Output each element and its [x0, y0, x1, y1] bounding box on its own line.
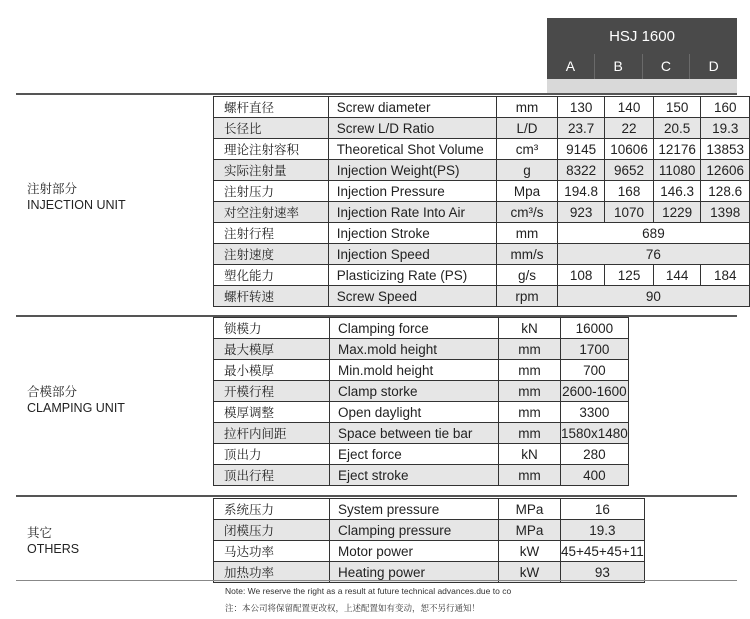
section-divider-others: [16, 495, 737, 497]
spec-row: [214, 286, 750, 307]
param-name-cn: 注射压力: [214, 181, 329, 202]
param-name-en: Clamping pressure: [330, 520, 499, 541]
spec-row: [214, 339, 629, 360]
spec-row: [214, 360, 629, 381]
param-value: 20.5: [653, 118, 701, 139]
param-name-cn: 对空注射速率: [214, 202, 329, 223]
section-label-cn: 合模部分: [27, 385, 78, 399]
param-value: 144: [653, 265, 701, 286]
param-unit: MPa: [499, 499, 561, 520]
param-unit: mm: [497, 223, 558, 244]
param-name-en: Motor power: [330, 541, 499, 562]
param-value: 12176: [653, 139, 701, 160]
others-spec-table: [213, 498, 645, 583]
section-label-clamping: [27, 384, 125, 416]
param-value-all: 76: [557, 244, 749, 265]
param-value: 22: [605, 118, 654, 139]
injection-spec-table: [213, 96, 750, 307]
param-unit: rpm: [497, 286, 558, 307]
param-value-all: 1700: [561, 339, 629, 360]
spec-row: [214, 244, 750, 265]
section-label-en: INJECTION UNIT: [27, 198, 126, 212]
param-name-en: Eject stroke: [330, 465, 499, 486]
spec-row: [214, 520, 645, 541]
param-value: 140: [605, 97, 654, 118]
param-unit: MPa: [499, 520, 561, 541]
section-label-injection: [27, 181, 126, 213]
header-spacer: [547, 79, 737, 93]
note-en: Note: We reserve the right as a result at future technical advances.due to co: [225, 586, 512, 596]
param-value-all: 280: [561, 444, 629, 465]
spec-row: [214, 118, 750, 139]
param-unit: mm/s: [497, 244, 558, 265]
param-name-en: Theoretical Shot Volume: [328, 139, 496, 160]
param-name-en: System pressure: [330, 499, 499, 520]
param-name-en: Min.mold height: [330, 360, 499, 381]
param-name-en: Injection Weight(PS): [328, 160, 496, 181]
param-name-cn: 塑化能力: [214, 265, 329, 286]
param-value-all: 19.3: [561, 520, 645, 541]
param-value: 1070: [605, 202, 654, 223]
model-header: HSJ 1600: [547, 18, 737, 54]
param-unit: cm³: [497, 139, 558, 160]
param-name-cn: 顶出行程: [214, 465, 330, 486]
param-name-cn: 最小模厚: [214, 360, 330, 381]
param-name-cn: 注射行程: [214, 223, 329, 244]
param-name-cn: 最大模厚: [214, 339, 330, 360]
param-name-en: Open daylight: [330, 402, 499, 423]
spec-row: [214, 265, 750, 286]
param-value: 923: [557, 202, 604, 223]
param-value-all: 16: [561, 499, 645, 520]
param-name-cn: 实际注射量: [214, 160, 329, 181]
param-value-all: 3300: [561, 402, 629, 423]
spec-row: [214, 139, 750, 160]
param-unit: mm: [497, 97, 558, 118]
param-name-en: Screw L/D Ratio: [328, 118, 496, 139]
param-value: 9652: [605, 160, 654, 181]
param-unit: mm: [499, 360, 561, 381]
param-value: 8322: [557, 160, 604, 181]
variant-c: C: [642, 54, 690, 79]
param-name-cn: 螺杆直径: [214, 97, 329, 118]
spec-row: [214, 541, 645, 562]
spec-row: [214, 465, 629, 486]
param-unit: mm: [499, 402, 561, 423]
param-value-all: 1580x1480: [561, 423, 629, 444]
param-name-en: Screw diameter: [328, 97, 496, 118]
spec-row: [214, 423, 629, 444]
variant-header-row: [547, 54, 737, 79]
param-name-en: Eject force: [330, 444, 499, 465]
param-value: 23.7: [557, 118, 604, 139]
param-value: 184: [701, 265, 750, 286]
param-unit: kN: [499, 444, 561, 465]
spec-row: [214, 97, 750, 118]
param-name-cn: 顶出力: [214, 444, 330, 465]
variant-b: B: [594, 54, 642, 79]
param-name-cn: 注射速度: [214, 244, 329, 265]
param-name-cn: 锁模力: [214, 318, 330, 339]
param-name-cn: 马达功率: [214, 541, 330, 562]
param-name-cn: 闭模压力: [214, 520, 330, 541]
param-name-cn: 理论注射容积: [214, 139, 329, 160]
spec-row: [214, 402, 629, 423]
param-name-cn: 螺杆转速: [214, 286, 329, 307]
note-cn: 注：本公司将保留配置更改权，上述配置如有变动，恕不另行通知！: [225, 603, 481, 613]
param-value-all: 16000: [561, 318, 629, 339]
section-label-cn: 注射部分: [27, 182, 78, 196]
clamping-spec-table: [213, 317, 629, 486]
param-unit: kN: [499, 318, 561, 339]
param-value-all: 700: [561, 360, 629, 381]
param-unit: cm³/s: [497, 202, 558, 223]
param-value: 125: [605, 265, 654, 286]
param-unit: L/D: [497, 118, 558, 139]
param-unit: g: [497, 160, 558, 181]
param-unit: mm: [499, 381, 561, 402]
spec-row: [214, 318, 629, 339]
param-value-all: 90: [557, 286, 749, 307]
param-name-cn: 系统压力: [214, 499, 330, 520]
param-unit: kW: [499, 562, 561, 583]
param-unit: kW: [499, 541, 561, 562]
spec-row: [214, 202, 750, 223]
param-value-all: 689: [557, 223, 749, 244]
param-unit: mm: [499, 339, 561, 360]
section-label-others: [27, 525, 79, 557]
param-value: 194.8: [557, 181, 604, 202]
spec-row: [214, 381, 629, 402]
param-value-all: 45+45+45+11: [561, 541, 645, 562]
variant-a: A: [565, 58, 576, 74]
param-value: 108: [557, 265, 604, 286]
param-value: 19.3: [701, 118, 750, 139]
param-unit: Mpa: [497, 181, 558, 202]
param-name-en: Space between tie bar: [330, 423, 499, 444]
param-value: 128.6: [701, 181, 750, 202]
spec-row: [214, 444, 629, 465]
variant-d: D: [689, 54, 737, 79]
param-name-en: Injection Pressure: [328, 181, 496, 202]
section-label-en: CLAMPING UNIT: [27, 401, 125, 415]
param-value: 10606: [605, 139, 654, 160]
section-label-en: OTHERS: [27, 542, 80, 556]
param-value-all: 2600-1600: [561, 381, 629, 402]
section-label-cn: 其它: [27, 526, 53, 540]
param-name-cn: 模厚调整: [214, 402, 330, 423]
section-divider-injection: [16, 93, 737, 95]
param-value: 130: [557, 97, 604, 118]
param-value: 146.3: [653, 181, 701, 202]
param-name-en: Clamping force: [330, 318, 499, 339]
param-value-all: 93: [561, 562, 645, 583]
param-name-en: Injection Stroke: [328, 223, 496, 244]
param-name-en: Injection Speed: [328, 244, 496, 265]
spec-row: [214, 181, 750, 202]
param-value: 12606: [701, 160, 750, 181]
param-value: 168: [605, 181, 654, 202]
param-name-cn: 拉杆内间距: [214, 423, 330, 444]
param-name-cn: 加热功率: [214, 562, 330, 583]
param-value: 13853: [701, 139, 750, 160]
param-value: 160: [701, 97, 750, 118]
param-unit: mm: [499, 423, 561, 444]
param-value: 11080: [653, 160, 701, 181]
param-unit: mm: [499, 465, 561, 486]
param-value: 1398: [701, 202, 750, 223]
footer-divider: [16, 580, 737, 581]
spec-row: [214, 223, 750, 244]
param-value: 1229: [653, 202, 701, 223]
param-name-en: Max.mold height: [330, 339, 499, 360]
param-name-en: Clamp storke: [330, 381, 499, 402]
param-name-en: Heating power: [330, 562, 499, 583]
param-name-cn: 开模行程: [214, 381, 330, 402]
param-value: 9145: [557, 139, 604, 160]
param-name-en: Plasticizing Rate (PS): [328, 265, 496, 286]
param-unit: g/s: [497, 265, 558, 286]
param-name-en: Screw Speed: [328, 286, 496, 307]
spec-row: [214, 160, 750, 181]
param-value: 150: [653, 97, 701, 118]
param-value-all: 400: [561, 465, 629, 486]
param-name-cn: 长径比: [214, 118, 329, 139]
spec-row: [214, 499, 645, 520]
param-name-en: Injection Rate Into Air: [328, 202, 496, 223]
